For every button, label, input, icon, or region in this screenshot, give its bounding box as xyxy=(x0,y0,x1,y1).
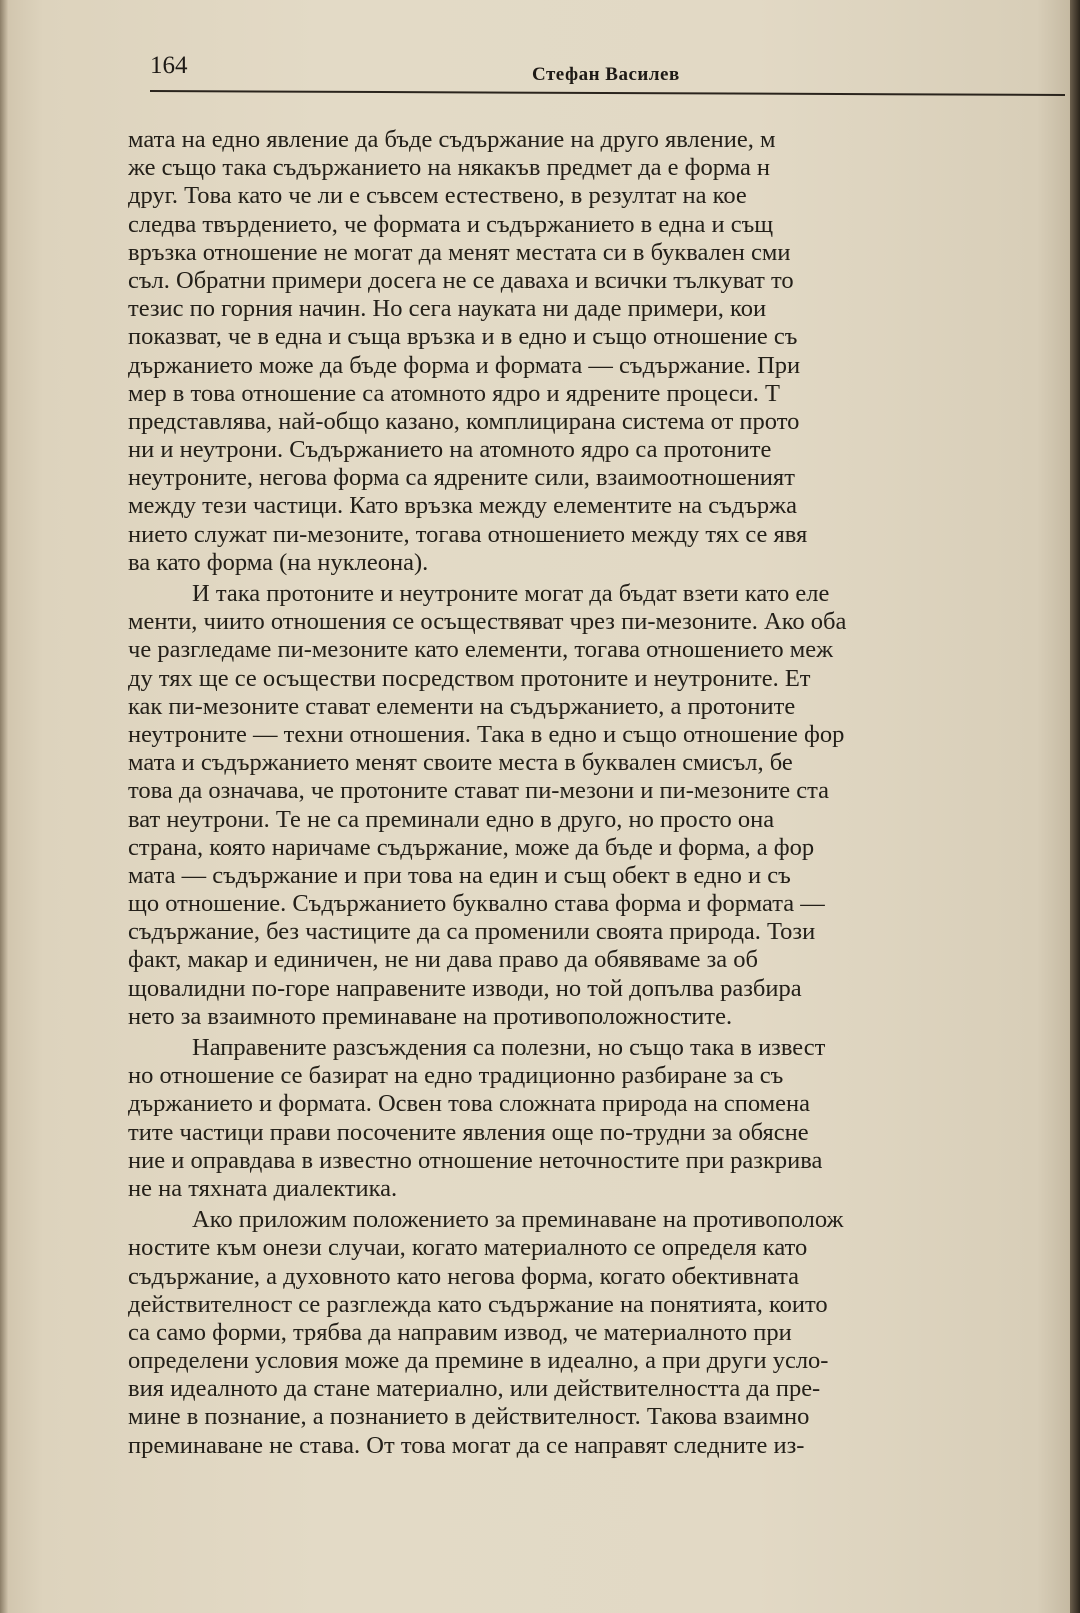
text-line: же също така съдържанието на някакъв предмет да е форма н xyxy=(128,154,771,182)
text-line: тезис по горния начин. Но сега науката ни даде примери, кои xyxy=(128,295,767,323)
text-line: следва твърдението, че формата и съдържанието в една и същ xyxy=(128,210,774,238)
text-line: ду тях ще се осъществи посредством протоните и неутроните. Ет xyxy=(128,664,811,692)
page-left-edge xyxy=(0,0,8,1613)
text-line: че разгледаме пи-мезоните като елементи, тогава отношението меж xyxy=(128,636,834,664)
paragraph xyxy=(128,580,1070,1031)
text-line: връзка отношение не могат да менят местата си в буквален сми xyxy=(128,238,791,266)
text-line: мер в това отношение са атомното ядро и ядрените процеси. Т xyxy=(128,379,780,407)
text-line: държанието може да бъде форма и формата — съдържание. При xyxy=(128,351,801,379)
text-line: мата на едно явление да бъде съдържание на друго явление, м xyxy=(128,126,776,153)
text-line: държанието и формата. Освен това сложната природа на спомена xyxy=(128,1090,810,1118)
text-line: друг. Това като че ли е съвсем естествено, в резултат на кое xyxy=(128,182,747,210)
text-line: съдържание, а духовното като негова форма, когато обективната xyxy=(128,1262,800,1290)
text-line: И така протоните и неутроните могат да бъдат взети като еле xyxy=(192,580,830,607)
text-line: тите частици прави посочените явления още по-трудни за обясне xyxy=(128,1118,809,1146)
text-line: ва като форма (на нуклеона). xyxy=(128,548,429,576)
body-text xyxy=(128,126,1070,1596)
text-line: факт, макар и единичен, не ни дава право да обявяваме за об xyxy=(128,946,759,974)
text-line: мата — съдържание и при това на един и същ обект в едно и съ xyxy=(128,861,791,889)
text-line: страна, която наричаме съдържание, може да бъде и форма, а фор xyxy=(128,833,815,861)
text-line: съл. Обратни примери досега не се даваха и всички тълкуват то xyxy=(128,266,794,294)
text-line: ние и оправдава в известно отношение неточностите при разкрива xyxy=(128,1146,823,1174)
text-line: мине в познание, а познанието в действителност. Такова взаимно xyxy=(128,1403,810,1431)
text-line: неутроните, негова форма са ядрените сили, взаимоотношеният xyxy=(128,464,795,492)
paragraph xyxy=(128,1034,1070,1203)
text-line: това да означава, че протоните стават пи-мезони и пи-мезоните ста xyxy=(128,777,830,805)
paragraph xyxy=(128,126,1070,577)
text-line: между тези частици. Като връзка между елементите на съдържа xyxy=(128,492,797,520)
page-number: 164 xyxy=(150,52,188,79)
text-line: съдържание, без частиците да са променили своята природа. Този xyxy=(128,918,816,946)
text-line: нето за взаимното преминаване на противоположностите. xyxy=(128,1002,733,1030)
text-line: неутроните — техни отношения. Така в едно и също отношение фор xyxy=(128,720,845,748)
text-line: Ако приложим положението за преминаване на противополож xyxy=(192,1206,844,1234)
text-line: ни и неутрони. Съдържанието на атомното ядро са протоните xyxy=(128,436,772,464)
text-line: са само форми, трябва да направим извод, че материалното при xyxy=(128,1318,792,1346)
text-line: преминаване не става. От това могат да се направят следните из- xyxy=(128,1431,805,1459)
text-line: що отношение. Съдържанието буквално става форма и формата — xyxy=(128,890,825,918)
text-line: но отношение се базират на едно традиционно разбиране за съ xyxy=(128,1062,784,1090)
text-line: мата и съдържанието менят своите места в буквален смисъл, бе xyxy=(128,749,793,777)
text-line: Направените разсъждения са полезни, но също така в извест xyxy=(192,1034,826,1061)
text-line: нието служат пи-мезоните, тогава отношението между тях се явя xyxy=(128,520,808,548)
text-line: как пи-мезоните стават елементи на съдържанието, а протоните xyxy=(128,692,796,720)
text-line: ват неутрони. Те не са преминали едно в друго, но просто она xyxy=(128,805,775,833)
text-line: менти, чиито отношения се осъществяват чрез пи-мезоните. Ако оба xyxy=(128,608,847,636)
text-line: щовалидни по-горе направените изводи, но той допълва разбира xyxy=(128,974,802,1002)
paragraph xyxy=(128,1206,1070,1460)
book-spine-shadow xyxy=(1070,0,1080,1613)
text-line: не на тяхната диалектика. xyxy=(128,1174,398,1202)
page-header xyxy=(150,52,1070,102)
text-line: показват, че в една и съща връзка и в едно и също отношение съ xyxy=(128,323,798,351)
text-line: определени условия може да премине в идеално, а при други усло- xyxy=(128,1347,829,1375)
text-line: действителност се разглежда като съдържание на понятията, които xyxy=(128,1290,828,1318)
text-line: ностите към онези случаи, когато материалното се определя като xyxy=(128,1234,808,1262)
header-rule xyxy=(150,90,1065,96)
text-line: представлява, най-общо казано, комплицирана система от прото xyxy=(128,407,800,435)
running-head-author: Стефан Василев xyxy=(532,64,680,85)
text-line: вия идеалното да стане материално, или действителността да пре- xyxy=(128,1375,821,1403)
